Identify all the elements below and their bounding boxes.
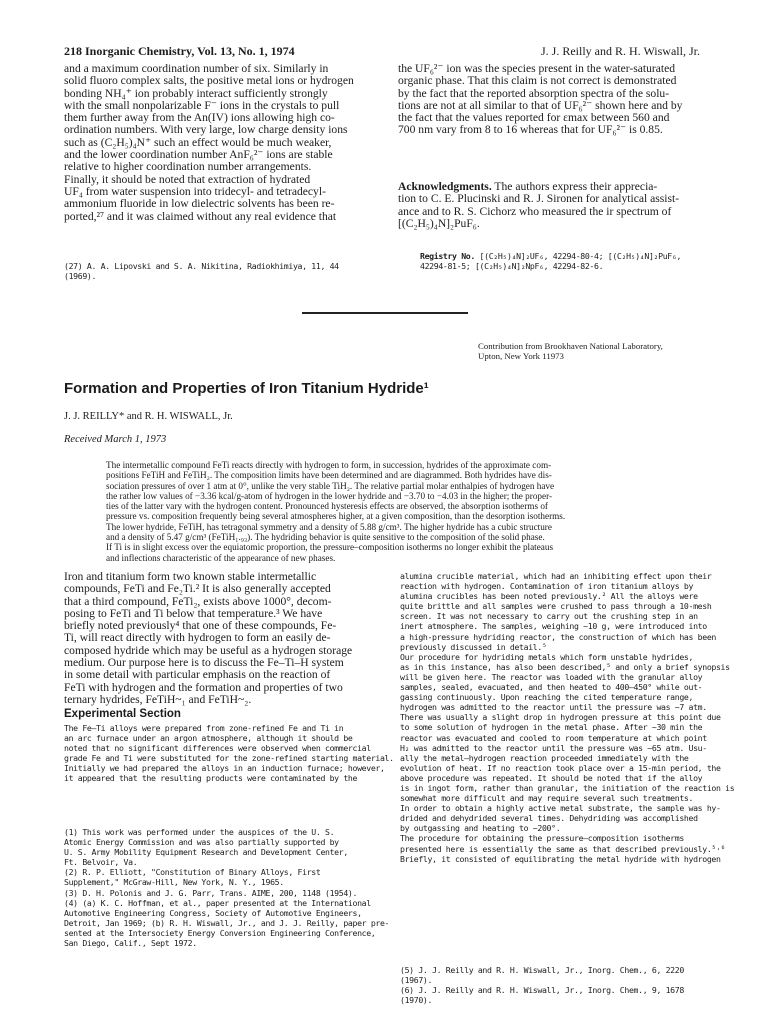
footnote-line: Detroit, Jan 1969; (b) R. H. Wiswall, Jr., and J. J. Reilly, paper pre- [64,917,390,928]
body-line: somewhat more difficult and may require several such treatments. [400,793,694,804]
body-line: tions are not at all similar to that of UF₆²⁻ shown here and by [398,98,683,112]
experimental-paragraph [64,723,394,784]
contribution-line: Contribution from Brookhaven National Laboratory, [478,341,663,351]
body-line: the UF₆²⁻ ion was the species present in the water-saturated [398,62,676,75]
footnote-27 [64,261,339,281]
acknowledgments-label: Acknowledgments. [398,180,492,193]
body-line: and a maximum coordination number of six. Similarly in [64,62,329,75]
registry-line: [(C₂H₅)₄N]₂UF₆, 42294-80-4; [(C₂H₅)₄N]₂PuF₆, [474,251,682,261]
body-line: solid fluoro complex salts, the positive metal ions or hydrogen [64,74,354,88]
body-line: with the small nonpolarizable F⁻ ions in the crystals to pull [64,98,340,112]
body-line: medium. Our purpose here is to discuss the Fe–Ti–H system [64,656,344,670]
footnote-line: (3) D. H. Polonis and J. G. Parr, Trans. AIME, 200, 1148 (1954). [64,887,358,898]
footnote-line: (27) A. A. Lipovski and S. A. Nikitina, Radiokhimiya, 11, 44 [64,261,339,271]
body-line: reaction with hydrogen. Contamination of iron titanium alloys by [400,581,694,592]
abstract-line: sociation pressures of over 1 atm at 0°, unlike the very stable TiH₂. The relative partial molar enthalpies of hydrogen have [106,480,555,491]
body-line: The procedure for obtaining the pressure–composition isotherms [400,833,684,844]
body-line: Briefly, it consisted of equilibrating the metal hydride with hydrogen [400,853,721,864]
contribution-line: Upton, New York 11973 [478,351,564,362]
footnote-line: San Diego, Calif., Sept 1972. [64,938,197,949]
acknowledgments-line: ance and to R. S. Cichorz who measured the ir spectrum of [398,204,672,218]
footnote-line: (1967). [400,975,433,986]
body-line: inert atmosphere. The samples, weighing ~10 g, were introduced into [400,621,707,632]
body-line: alumina crucibles has been noted previously.² All the alloys were [400,591,698,602]
body-line: by the fact that the reported absorption spectra of the solu- [398,86,670,100]
article-authors: J. J. REILLY* and R. H. WISWALL, Jr. [64,411,233,422]
abstract-line: If Ti is in slight excess over the equiatomic proportion, the pressure–composition isotherms no longer exhibit the plateaus [106,542,554,553]
contribution-note [478,341,663,362]
body-line: quite brittle and all samples were crushed to pass through a 10-mesh [400,601,712,612]
footnote-line: (4) (a) K. C. Hoffman, et al., paper presented at the International [64,897,371,908]
abstract-line: positions FeTiH and FeTiH₂. The composition limits have been determined and are diagrammed. Both hydrides have dis- [106,470,552,481]
footnotes-left [64,827,389,948]
body-line: 700 nm vary from 8 to 16 whereas that for UF₆²⁻ is 0.85. [398,123,663,137]
footnote-line: Ft. Belvoir, Va. [64,857,138,868]
body-line: bonding NH₄⁺ ion probably interact sufficiently strongly [64,86,328,100]
body-line: ammonium fluoride in low dielectric solvents has been re- [64,197,335,211]
body-line: In order to obtain a highly active metal substrate, the sample was hy- [400,803,721,814]
body-line: samples, sealed, evacuated, and then heated to 400–450° while out- [400,682,703,693]
registry-numbers [420,251,681,271]
received-date: Received March 1, 1973 [64,434,167,445]
body-line: is in ingot form, rather than granular, the initiation of the reaction is [400,782,735,793]
running-header-left: 218 Inorganic Chemistry, Vol. 13, No. 1, 1974 [64,44,295,58]
body-line: presented here is essentially the same as that described previously.⁵˒⁶ [400,843,726,854]
body-line: compounds, FeTi and Fe₂Ti.² It is also generally accepted [64,582,331,596]
body-line: grade Fe and Ti were substituted for the zone-refined starting material. [64,753,394,764]
section-divider [302,312,468,314]
body-line: relative to higher coordination number arrangements. [64,160,312,174]
body-line: screen. It was not necessary to carry out the crushing step in an [400,611,698,622]
body-line: in some detail with particular emphasis on the reaction of [64,668,331,682]
body-line: such as (C₂H₅)₄N⁺ such an effect would be much weaker, [64,135,332,149]
body-line: drided and dehydrided several times. Dehydriding was accomplished [400,813,698,824]
footnote-line: (1969). [64,271,97,282]
footnote-line: Automotive Engineering Congress, Society of Automotive Engineers, [64,907,362,918]
experimental-heading: Experimental Section [64,708,181,720]
abstract-line: and inflections characteristic of the appearance of new phases. [106,552,336,563]
acknowledgments [398,181,679,230]
body-line: Ti, will react directly with hydrogen to form an easily de- [64,631,331,645]
body-line: the fact that the values reported for εmax between 560 and [398,111,670,125]
footnotes-right [400,965,684,1005]
body-line: FeTi with hydrogen and the formation and properties of two [64,680,343,694]
body-line: Our procedure for hydriding metals which form unstable hydrides, [400,651,694,662]
footnote-line: (1) This work was performed under the auspices of the U. S. [64,827,335,837]
bottom-right-column [400,571,734,864]
registry-label: Registry No. [420,251,475,261]
body-line: The Fe–Ti alloys were prepared from zone-refined Fe and Ti in [64,723,344,733]
body-line: hydrogen was admitted to the reactor until the pressure was ~7 atm. [400,702,707,713]
footnote-line: (5) J. J. Reilly and R. H. Wiswall, Jr., Inorg. Chem., 6, 2220 [400,965,684,975]
abstract-line: The intermetallic compound FeTi reacts directly with hydrogen to form, in succession, hydrides of the approximate com- [106,460,552,470]
body-line: ordination numbers. With very large, low charge density ions [64,123,348,137]
body-line: organic phase. That this claim is not correct is demonstrated [398,74,677,88]
intro-paragraph [64,571,352,706]
top-right-column [398,63,708,137]
abstract-line: pressure vs. composition frequently being several atmospheres higher, at a given composition, than the desorption isotherms. [106,511,566,522]
body-line: Iron and titanium form two known stable intermetallic [64,570,317,583]
footnote-line: (1970). [400,995,433,1006]
footnote-line: (2) R. P. Elliott, "Constitution of Binary Alloys, First [64,867,321,878]
body-line: will be given here. The reactor was loaded with the granular alloy [400,671,703,682]
acknowledgments-line: tion to C. E. Plucinski and R. J. Sironen for analytical assist- [398,192,680,206]
body-line: briefly noted previously⁴ that one of these compounds, Fe- [64,619,337,633]
body-line: noted that no significant differences were observed when commercial [64,743,371,754]
body-line: Finally, it should be noted that extraction of hydrated [64,172,311,186]
body-line: ally the metal–hydrogen reaction proceeded immediately with the [400,752,689,763]
body-line: that a third compound, FeTi₂, exists above 1000°, decom- [64,594,332,608]
body-line: them further away from the An(IV) ions allowing high co- [64,111,335,125]
body-line: an arc furnace under an argon atmosphere, although it should be [64,733,353,744]
footnote-line: sented at the Intersociety Energy Conversion Engineering Conference, [64,927,376,938]
body-line: ported,²⁷ and it was claimed without any real evidence that [64,209,337,223]
body-line: alumina crucible material, which had an inhibiting effect upon their [400,571,712,581]
abstract-line: ties of the latter vary with the hydrogen content. Pronounced hysteresis effects are observed, the absorption isotherms of [106,501,548,512]
abstract-line: the rather low values of −3.36 kcal/g-atom of hydrogen in the lower hydride and −3.70 to −4.03 in the higher; the proper- [106,490,553,501]
body-line: ternary hydrides, FeTiH~₁ and FeTiH~₂. [64,692,252,706]
body-line: H₂ was admitted to the reactor until the pressure was ~65 atm. Usu- [400,742,707,753]
body-line: previously discussed in detail.⁵ [400,641,547,652]
article-title: Formation and Properties of Iron Titanium Hydride¹ [64,380,429,397]
body-line: it appeared that the resulting products were contaminated by the [64,773,358,784]
body-line: UF₄ from water suspension into tridecyl- and tetradecyl- [64,184,326,198]
body-line: There was usually a slight drop in hydrogen pressure at this point due [400,712,721,723]
body-line: Initially we had prepared the alloys in an induction furnace; however, [64,763,385,774]
body-line: reactor was evacuated and cooled to room temperature at which point [400,732,707,743]
running-header-right: J. J. Reilly and R. H. Wiswall, Jr. [541,44,700,58]
top-left-column [64,63,404,223]
acknowledgments-line: [(C₂H₅)₄N]₂PuF₆. [398,216,480,230]
abstract-line: and a density of 5.47 g/cm³ (FeTiH₁.₉₃). The hydriding behavior is quite sensitive to the composition of the solid phase. [106,532,545,543]
footnote-line: (6) J. J. Reilly and R. H. Wiswall, Jr., Inorg. Chem., 9, 1678 [400,985,684,996]
body-line: a high-pressure hydriding reactor, the construction of which has been [400,631,716,642]
footnote-line: Atomic Energy Commission and was also partially supported by [64,837,339,848]
body-line: by outgassing and heating to ~200°. [400,823,561,834]
body-line: as in this instance, has also been described,⁵ and only a brief synopsis [400,661,730,672]
footnote-line: U. S. Army Mobility Equipment Research and Development Center, [64,847,348,858]
body-line: evolution of heat. If no reaction took place over a 15-min period, the [400,762,721,773]
abstract [106,460,686,563]
registry-line: 42294-81-5; [(C₂H₅)₄N]₂NpF₆, 42294-82-6. [420,261,604,272]
body-line: composed hydride which may be useful as a hydrogen storage [64,643,353,657]
body-line: and the lower coordination number AnF₆²⁻ ions are stable [64,148,333,162]
acknowledgments-line: The authors express their apprecia- [491,180,658,193]
body-line: to some solution of hydrogen in the metal phase. After ~30 min the [400,722,703,733]
footnote-line: Supplement," McGraw-Hill, New York, N. Y., 1965. [64,877,284,888]
abstract-line: The lower hydride, FeTiH, has tetragonal symmetry and a density of 5.88 g/cm³. The higher hydride has a cubic structure [106,521,552,532]
body-line: gassing continuously. Upon reaching the cited temperature range, [400,692,694,703]
body-line: above procedure was repeated. It should be noted that if the alloy [400,772,703,783]
body-line: posing to FeTi and Ti below that temperature.³ We have [64,606,323,620]
